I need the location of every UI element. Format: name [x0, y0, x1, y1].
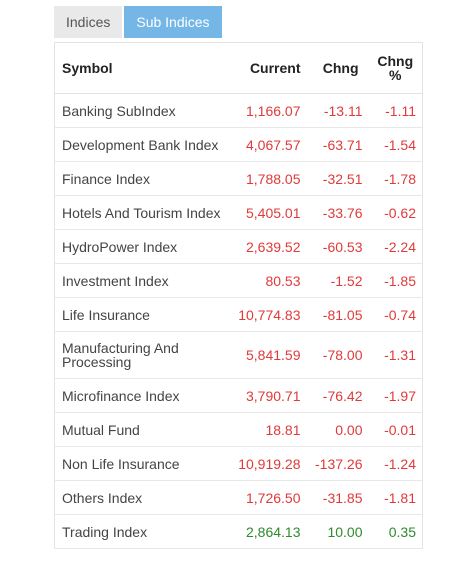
row-change-percent: -1.24: [369, 447, 423, 481]
row-current: 3,790.71: [237, 379, 307, 413]
tab-bar: [54, 6, 422, 38]
row-change-percent: -1.11: [369, 94, 423, 128]
tab-indices[interactable]: Indices: [54, 6, 122, 38]
table-row[interactable]: [55, 481, 423, 515]
table-row[interactable]: [55, 332, 423, 379]
table-row[interactable]: [55, 230, 423, 264]
row-current: 1,166.07: [237, 94, 307, 128]
row-change-percent: -1.97: [369, 379, 423, 413]
table-row[interactable]: [55, 447, 423, 481]
table-body: [55, 94, 423, 549]
table-row[interactable]: [55, 162, 423, 196]
row-current: 80.53: [237, 264, 307, 298]
row-symbol: Investment Index: [55, 264, 237, 298]
table-row[interactable]: [55, 413, 423, 447]
row-symbol: Microfinance Index: [55, 379, 237, 413]
header-symbol[interactable]: Symbol: [55, 43, 237, 94]
row-current: 2,864.13: [237, 515, 307, 549]
row-current: 1,726.50: [237, 481, 307, 515]
header-chng-pct-line1: Chng: [377, 53, 414, 69]
row-symbol: Trading Index: [55, 515, 237, 549]
table-row[interactable]: [55, 298, 423, 332]
row-current: 5,405.01: [237, 196, 307, 230]
row-current: 10,774.83: [237, 298, 307, 332]
row-symbol: HydroPower Index: [55, 230, 237, 264]
row-current: 10,919.28: [237, 447, 307, 481]
header-chng[interactable]: Chng: [307, 43, 369, 94]
row-symbol: Hotels And Tourism Index: [55, 196, 237, 230]
row-symbol: Manufacturing And Processing: [55, 332, 237, 379]
row-current: 4,067.57: [237, 128, 307, 162]
row-change: -31.85: [307, 481, 369, 515]
row-current: 5,841.59: [237, 332, 307, 379]
row-change: -81.05: [307, 298, 369, 332]
row-change: -13.11: [307, 94, 369, 128]
table-row[interactable]: [55, 379, 423, 413]
row-symbol: Finance Index: [55, 162, 237, 196]
row-change: -60.53: [307, 230, 369, 264]
row-change: -33.76: [307, 196, 369, 230]
row-change: 10.00: [307, 515, 369, 549]
table-row[interactable]: [55, 128, 423, 162]
row-change-percent: -1.81: [369, 481, 423, 515]
row-change-percent: -1.78: [369, 162, 423, 196]
row-symbol: Life Insurance: [55, 298, 237, 332]
header-chng-pct-line2: %: [389, 67, 402, 83]
row-change: -1.52: [307, 264, 369, 298]
header-current[interactable]: Current: [237, 43, 307, 94]
row-change-percent: -1.31: [369, 332, 423, 379]
row-change-percent: -1.54: [369, 128, 423, 162]
sub-indices-widget: [54, 6, 422, 549]
table-row[interactable]: [55, 515, 423, 549]
row-change: -76.42: [307, 379, 369, 413]
row-change-percent: 0.35: [369, 515, 423, 549]
row-current: 2,639.52: [237, 230, 307, 264]
table-row[interactable]: [55, 264, 423, 298]
row-symbol: Mutual Fund: [55, 413, 237, 447]
header-chng-pct[interactable]: [369, 43, 423, 94]
table-row[interactable]: [55, 94, 423, 128]
row-change-percent: -1.85: [369, 264, 423, 298]
row-change-percent: -0.74: [369, 298, 423, 332]
table-header-row: [55, 43, 423, 94]
row-change: -78.00: [307, 332, 369, 379]
sub-indices-table: [54, 42, 423, 549]
row-symbol: Development Bank Index: [55, 128, 237, 162]
row-change-percent: -0.62: [369, 196, 423, 230]
row-change: -63.71: [307, 128, 369, 162]
row-change: -32.51: [307, 162, 369, 196]
row-current: 1,788.05: [237, 162, 307, 196]
row-current: 18.81: [237, 413, 307, 447]
row-change: -137.26: [307, 447, 369, 481]
tab-sub-indices[interactable]: Sub Indices: [124, 6, 221, 38]
row-symbol: Others Index: [55, 481, 237, 515]
table-row[interactable]: [55, 196, 423, 230]
row-change-percent: -0.01: [369, 413, 423, 447]
row-symbol: Banking SubIndex: [55, 94, 237, 128]
row-symbol: Non Life Insurance: [55, 447, 237, 481]
row-change-percent: -2.24: [369, 230, 423, 264]
row-change: 0.00: [307, 413, 369, 447]
